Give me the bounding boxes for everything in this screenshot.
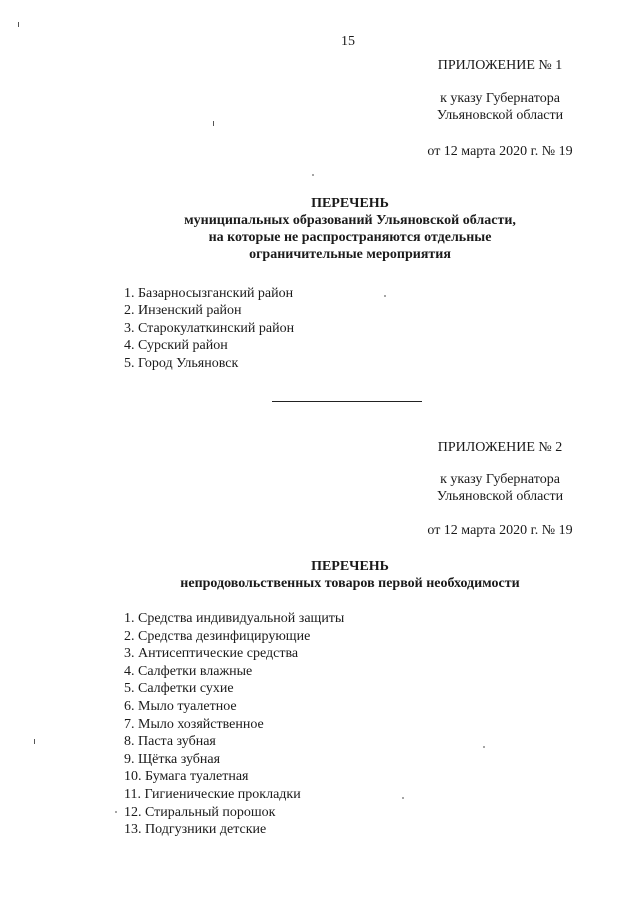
appendix-1-title: ПЕРЕЧЕНЬ bbox=[311, 196, 389, 211]
list-item: 3. Старокулаткинский район bbox=[124, 320, 295, 336]
appendix-1-region: Ульяновской области bbox=[436, 108, 564, 123]
appendix-1-heading: ПРИЛОЖЕНИЕ № 1 bbox=[437, 58, 563, 73]
list-item: 5. Салфетки сухие bbox=[124, 681, 234, 697]
list-item: 7. Мыло хозяйственное bbox=[124, 716, 264, 732]
list-item: 2. Инзенский район bbox=[124, 303, 242, 319]
appendix-2-title: ПЕРЕЧЕНЬ bbox=[311, 559, 389, 574]
list-item: 5. Город Ульяновск bbox=[124, 355, 239, 371]
list-item: 12. Стиральный порошок bbox=[124, 804, 276, 820]
appendix-1-subtitle-line: ограничительные мероприятия bbox=[249, 247, 451, 262]
list-item: 2. Средства дезинфицирующие bbox=[124, 628, 311, 644]
list-item: 4. Сурский район bbox=[124, 338, 228, 354]
scan-dot bbox=[384, 295, 386, 297]
appendix-2-subtitle-line: непродовольственных товаров первой необходимости bbox=[180, 576, 520, 591]
list-item: 13. Подгузники детские bbox=[124, 822, 267, 838]
appendix-1-to-decree: к указу Губернатора bbox=[440, 91, 560, 106]
appendix-2-list bbox=[124, 610, 344, 839]
scan-speck bbox=[18, 22, 19, 27]
list-item: 6. Мыло туалетное bbox=[124, 698, 237, 714]
page-number: 15 bbox=[341, 34, 355, 49]
appendix-2-region: Ульяновской области bbox=[436, 489, 564, 504]
list-item: 10. Бумага туалетная bbox=[124, 769, 249, 785]
appendix-1-list bbox=[124, 285, 294, 372]
scan-dot bbox=[402, 797, 404, 799]
scan-speck bbox=[34, 739, 35, 744]
list-item: 1. Базарносызганский район bbox=[124, 286, 294, 301]
list-item: 11. Гигиенические прокладки bbox=[124, 786, 301, 802]
scan-dot bbox=[115, 811, 117, 813]
appendix-2-to-decree: к указу Губернатора bbox=[440, 472, 560, 487]
list-item: 8. Паста зубная bbox=[124, 734, 216, 750]
scan-dot bbox=[312, 174, 314, 176]
list-item: 3. Антисептические средства bbox=[124, 646, 299, 662]
appendix-1-date: от 12 марта 2020 г. № 19 bbox=[427, 144, 573, 159]
section-divider bbox=[272, 401, 422, 402]
list-item: 1. Средства индивидуальной защиты bbox=[124, 611, 345, 626]
appendix-1-subtitle-line: на которые не распространяются отдельные bbox=[208, 230, 492, 245]
list-item: 9. Щётка зубная bbox=[124, 751, 221, 767]
appendix-2-heading: ПРИЛОЖЕНИЕ № 2 bbox=[437, 440, 563, 455]
list-item: 4. Салфетки влажные bbox=[124, 663, 253, 679]
appendix-2-date: от 12 марта 2020 г. № 19 bbox=[427, 523, 573, 538]
scan-dot bbox=[483, 746, 485, 748]
appendix-1-subtitle-line: муниципальных образований Ульяновской области, bbox=[184, 213, 516, 228]
scan-speck bbox=[213, 121, 214, 126]
